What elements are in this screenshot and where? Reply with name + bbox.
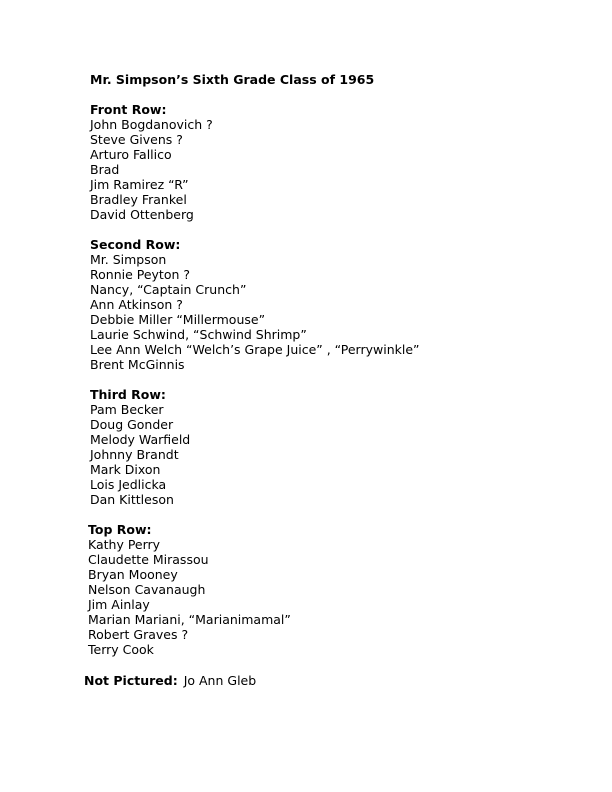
top-row-name: Kathy Perry xyxy=(88,537,161,552)
second-row-name: Laurie Schwind, “Schwind Shrimp” xyxy=(90,327,307,342)
document-title: Mr. Simpson’s Sixth Grade Class of 1965 xyxy=(90,72,375,87)
top-row-section xyxy=(88,522,291,657)
front-row-section xyxy=(90,102,213,222)
front-row-name: Brad xyxy=(90,162,120,177)
third-row-section xyxy=(90,387,190,507)
second-row-name: Brent McGinnis xyxy=(90,357,185,372)
top-row-name: Robert Graves ? xyxy=(88,627,189,642)
second-row-name: Ronnie Peyton ? xyxy=(90,267,191,282)
front-row-name: Jim Ramirez “R” xyxy=(90,177,189,192)
second-row-section xyxy=(90,237,420,372)
top-row-name: Marian Mariani, “Marianimamal” xyxy=(88,612,291,627)
second-row-name: Ann Atkinson ? xyxy=(90,297,183,312)
third-row-name: Mark Dixon xyxy=(90,462,161,477)
top-row-name: Terry Cook xyxy=(88,642,154,657)
third-row-name: Melody Warfield xyxy=(90,432,191,447)
second-row-name: Lee Ann Welch “Welch’s Grape Juice” , “Perrywinkle” xyxy=(90,342,420,357)
third-row-heading: Third Row: xyxy=(90,387,166,402)
top-row-name: Jim Ainlay xyxy=(88,597,150,612)
front-row-name: Arturo Fallico xyxy=(90,147,172,162)
second-row-name: Mr. Simpson xyxy=(90,252,167,267)
second-row-name: Debbie Miller “Millermouse” xyxy=(90,312,266,327)
not-pictured-label: Not Pictured: xyxy=(84,673,178,688)
top-row-name: Bryan Mooney xyxy=(88,567,178,582)
third-row-name: Lois Jedlicka xyxy=(90,477,167,492)
front-row-name: Steve Givens ? xyxy=(90,132,183,147)
third-row-name: Pam Becker xyxy=(90,402,164,417)
front-row-heading: Front Row: xyxy=(90,102,167,117)
front-row-name: Bradley Frankel xyxy=(90,192,187,207)
top-row-heading: Top Row: xyxy=(88,522,152,537)
front-row-name: John Bogdanovich ? xyxy=(90,117,213,132)
not-pictured-line xyxy=(84,673,256,688)
top-row-name: Claudette Mirassou xyxy=(88,552,209,567)
third-row-name: Johnny Brandt xyxy=(90,447,179,462)
third-row-name: Doug Gonder xyxy=(90,417,174,432)
second-row-name: Nancy, “Captain Crunch” xyxy=(90,282,247,297)
front-row-name: David Ottenberg xyxy=(90,207,194,222)
third-row-name: Dan Kittleson xyxy=(90,492,174,507)
second-row-heading: Second Row: xyxy=(90,237,181,252)
not-pictured-name: Jo Ann Gleb xyxy=(183,673,257,688)
top-row-name: Nelson Cavanaugh xyxy=(88,582,206,597)
